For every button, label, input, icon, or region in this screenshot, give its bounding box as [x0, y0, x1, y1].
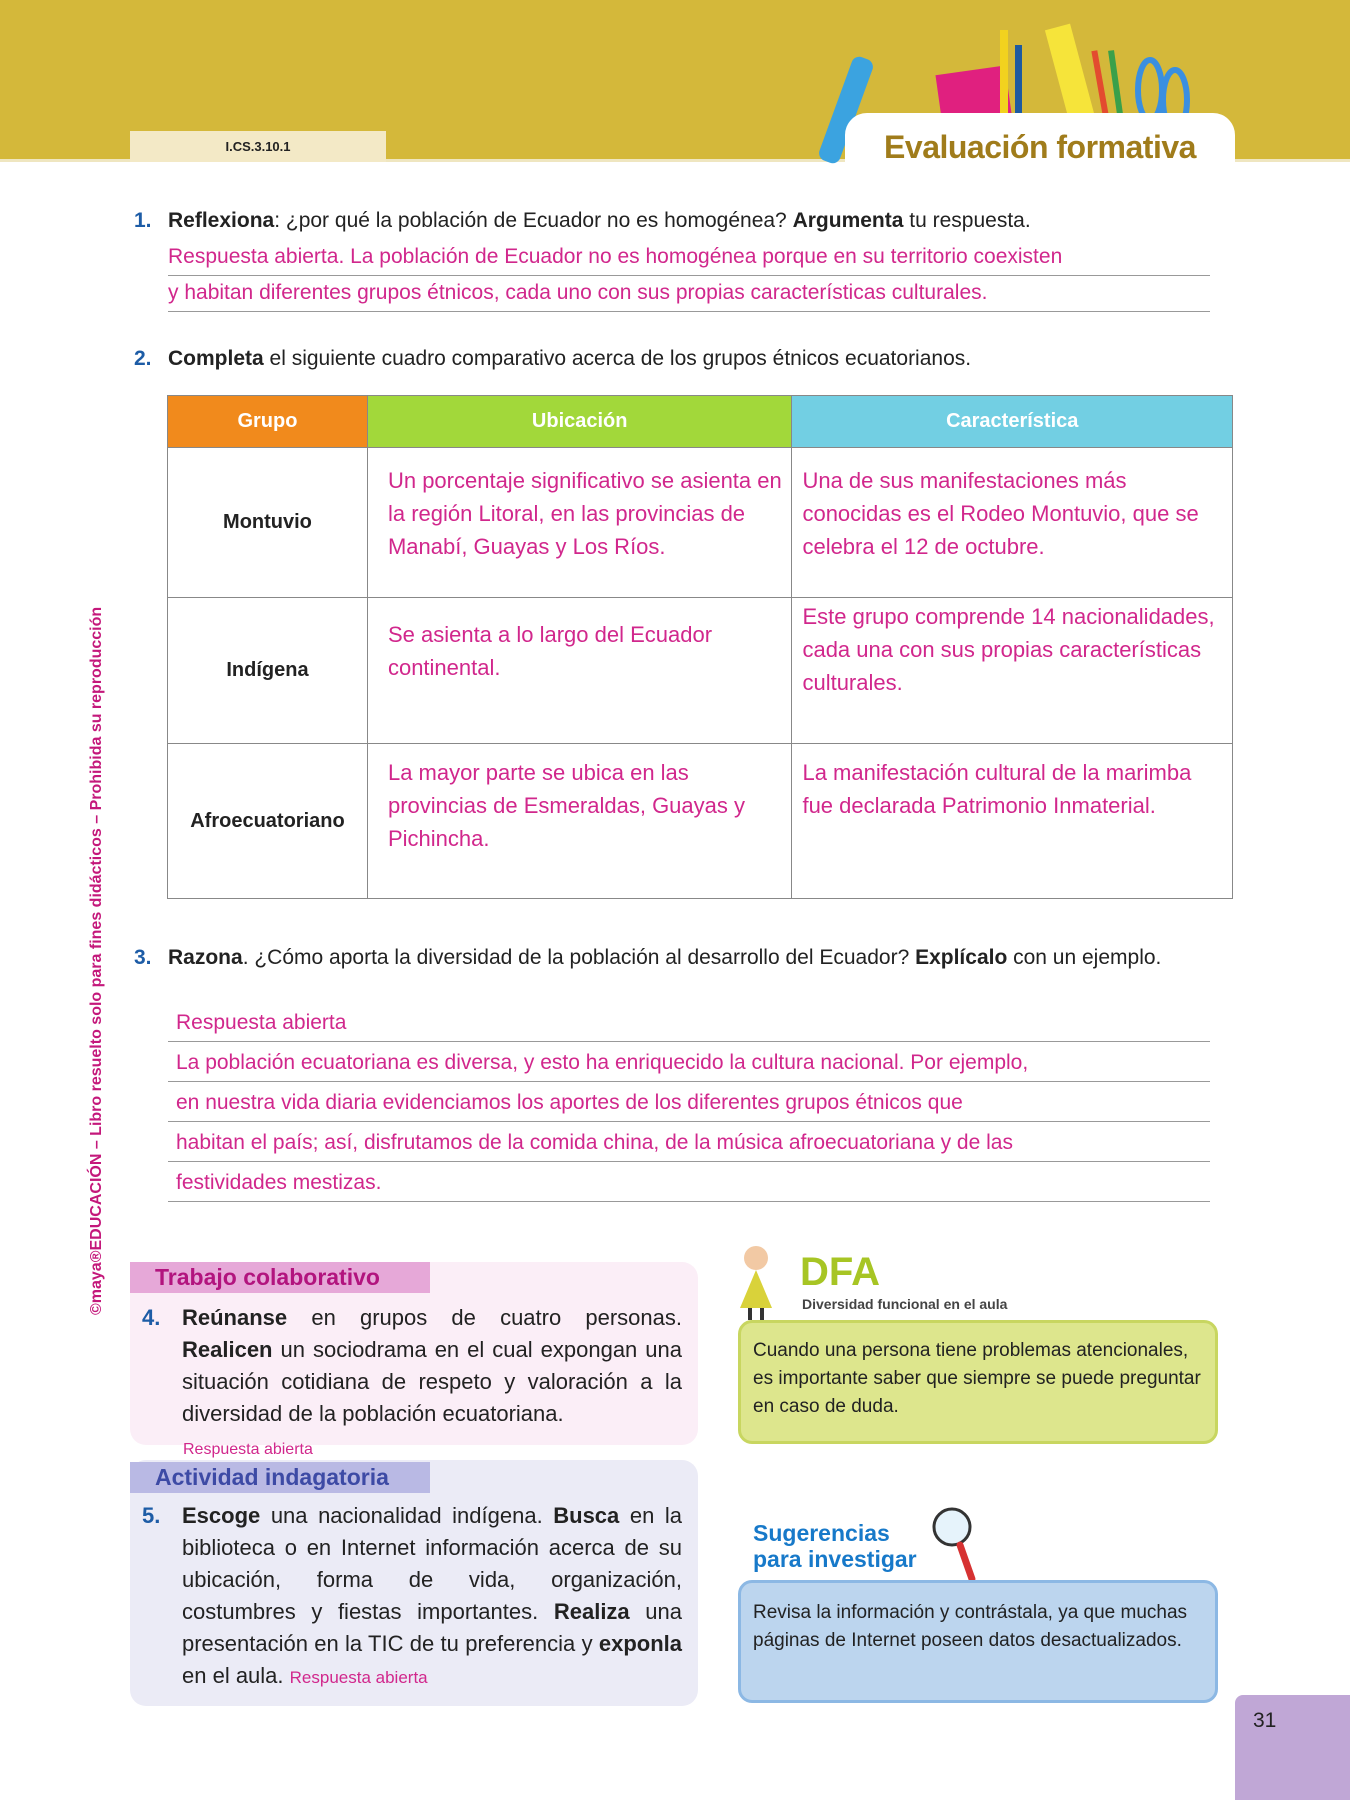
title-line: Sugerencias: [753, 1520, 890, 1546]
question-number: 3.: [134, 946, 152, 969]
verb: Argumenta: [792, 209, 904, 232]
cell-grupo: Indígena: [168, 598, 368, 744]
ethnic-groups-table: [167, 395, 1233, 899]
answer-text: Respuesta abierta: [183, 1441, 313, 1458]
answer-line: Respuesta abierta. La población de Ecuador no es homogénea porque en su territorio coexisten: [168, 240, 1210, 276]
text: en el aula.: [182, 1663, 290, 1688]
answer-line: Respuesta abierta: [168, 1006, 1210, 1042]
answer-line: y habitan diferentes grupos étnicos, cada uno con sus propias características culturales.: [168, 276, 1210, 312]
table-header-row: [168, 396, 1233, 448]
question-3: [134, 941, 1224, 974]
dfa-subtitle: Diversidad funcional en el aula: [802, 1296, 1008, 1312]
cell-ubicacion: Un porcentaje significativo se asienta en la región Litoral, en las provincias de Manabí, Guayas y Los Ríos.: [367, 448, 792, 598]
actividad-indagatoria-box: [130, 1460, 698, 1706]
trabajo-colaborativo-box: [130, 1262, 698, 1445]
text: en grupos de cuatro personas.: [287, 1305, 682, 1330]
text: tu respuesta.: [903, 209, 1031, 232]
box-title: Trabajo colaborativo: [130, 1262, 430, 1293]
answer-text: Respuesta abierta: [289, 1668, 428, 1687]
text: el siguiente cuadro comparativo acerca de los grupos étnicos ecuatorianos.: [263, 347, 972, 370]
section-title: Evaluación formativa: [884, 129, 1196, 165]
sugerencias-title: [753, 1520, 917, 1572]
text: : ¿por qué la población de Ecuador no es homogénea?: [274, 209, 793, 232]
verb: Razona: [168, 946, 243, 969]
header-caracteristica: Característica: [792, 396, 1233, 448]
girl-illustration-icon: [728, 1240, 788, 1320]
title-line: para investigar: [753, 1546, 917, 1572]
answer-line: La población ecuatoriana es diversa, y esto ha enriquecido la cultura nacional. Por ejemplo,: [168, 1046, 1210, 1082]
table-row: [168, 598, 1233, 744]
cell-caracteristica: Una de sus manifestaciones más conocidas es el Rodeo Montuvio, que se celebra el 12 de octubre.: [792, 448, 1233, 598]
verb: Completa: [168, 347, 264, 370]
verb: Realicen: [182, 1337, 273, 1362]
box-title: Actividad indagatoria: [130, 1462, 430, 1493]
table-row: [168, 744, 1233, 899]
text: una nacionalidad indígena.: [260, 1503, 554, 1528]
verb: Reúnanse: [182, 1305, 288, 1330]
cell-caracteristica: Este grupo comprende 14 nacionalidades, cada una con sus propias características culturales.: [792, 598, 1233, 744]
question-5: [142, 1500, 682, 1694]
cell-caracteristica: La manifestación cultural de la marimba fue declarada Patrimonio Inmaterial.: [792, 744, 1233, 899]
cell-ubicacion: La mayor parte se ubica en las provincias de Esmeraldas, Guayas y Pichincha.: [367, 744, 792, 899]
verb: exponla: [598, 1631, 682, 1656]
verb: Busca: [553, 1503, 620, 1528]
text: con un ejemplo.: [1007, 946, 1162, 969]
magnifier-icon: [930, 1505, 980, 1585]
copyright-vertical-text: ©maya®EDUCACIÓN – Libro resuelto solo para fines didácticos – Prohibida su reproducción: [88, 606, 105, 1315]
question-1: [134, 204, 1224, 237]
verb: Reflexiona: [168, 209, 275, 232]
text: un sociodrama en el cual expongan una situación cotidiana de respeto y valoración a la diversidad de la población ecuatoriana.: [182, 1337, 682, 1426]
text: . ¿Cómo aporta la diversidad de la población al desarrollo del Ecuador?: [242, 946, 916, 969]
dfa-logo: DFA: [800, 1250, 880, 1294]
verb: Realiza: [553, 1599, 630, 1624]
sugerencias-box: Revisa la información y contrástala, ya que muchas páginas de Internet poseen datos desactualizados.: [738, 1580, 1218, 1703]
cell-grupo: Afroecuatoriano: [168, 744, 368, 899]
question-number: 5.: [142, 1503, 161, 1528]
header-grupo: Grupo: [168, 396, 368, 448]
verb: Explícalo: [915, 946, 1008, 969]
text: en la biblioteca o en Internet información acerca de su ubicación, forma de vida, organización, costumbres y fiestas importantes.: [182, 1503, 682, 1624]
question-4: [142, 1302, 682, 1430]
question-2: [134, 342, 1224, 375]
question-number: 2.: [134, 347, 152, 370]
verb: Escoge: [182, 1503, 261, 1528]
page-number: 31: [1235, 1695, 1350, 1800]
cell-grupo: Montuvio: [168, 448, 368, 598]
header-ubicacion: Ubicación: [367, 396, 792, 448]
answer-line: habitan el país; así, disfrutamos de la comida china, de la música afroecuatoriana y de las: [168, 1126, 1210, 1162]
answer-line: en nuestra vida diaria evidenciamos los aportes de los diferentes grupos étnicos que: [168, 1086, 1210, 1122]
section-title-card: [845, 113, 1235, 168]
cell-ubicacion: Se asienta a lo largo del Ecuador continental.: [367, 598, 792, 744]
table-row: [168, 448, 1233, 598]
question-number: 1.: [134, 209, 152, 232]
skill-code: I.CS.3.10.1: [130, 131, 386, 162]
text: una presentación en la TIC de tu preferencia y: [182, 1599, 682, 1656]
question-number: 4.: [142, 1305, 161, 1330]
answer-line: festividades mestizas.: [168, 1166, 1210, 1202]
dfa-box: Cuando una persona tiene problemas atencionales, es importante saber que siempre se puede preguntar en caso de duda.: [738, 1320, 1218, 1444]
